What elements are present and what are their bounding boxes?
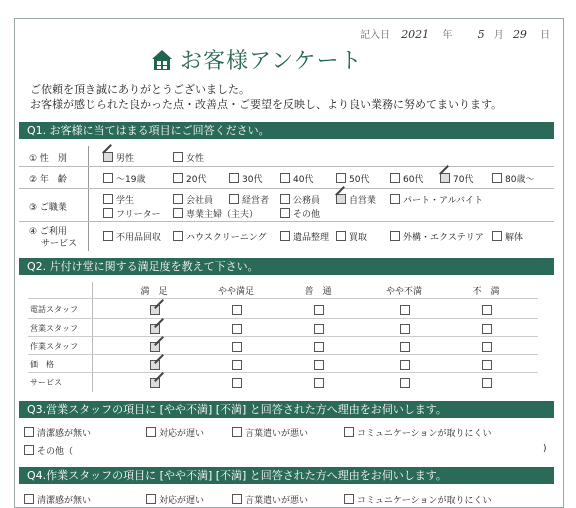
q2-checkbox[interactable]: [400, 305, 410, 315]
checkbox[interactable]: [492, 173, 502, 183]
option-student[interactable]: 学生: [103, 193, 134, 206]
option-age-30s[interactable]: 30代: [229, 172, 262, 185]
checkbox[interactable]: [492, 231, 502, 241]
checkbox[interactable]: [103, 231, 113, 241]
checkbox[interactable]: [280, 208, 290, 218]
checkbox[interactable]: [173, 152, 183, 162]
row-service: サービス: [30, 378, 62, 387]
col-somewhat-dissatisfied: やや不満: [385, 287, 422, 297]
checkbox[interactable]: [103, 208, 113, 218]
checkbox[interactable]: [336, 194, 346, 204]
checkbox[interactable]: [232, 494, 242, 504]
q2-checkbox[interactable]: [482, 342, 492, 352]
checkbox[interactable]: [24, 445, 34, 455]
option-male[interactable]: 男性: [103, 151, 134, 164]
service-label: ④ ご利用: [29, 227, 67, 237]
option-freeter[interactable]: フリーター: [103, 207, 161, 220]
date-day: 29: [512, 28, 527, 41]
service-label-sub: サービス: [41, 239, 78, 249]
checkbox[interactable]: [390, 173, 400, 183]
row-sales-staff: 営業スタッフ: [30, 324, 78, 333]
q2-checkbox[interactable]: [400, 324, 410, 334]
q4-option-slow[interactable]: 対応が遅い: [146, 493, 204, 506]
page-title: [150, 44, 363, 75]
q3-option-unclean[interactable]: 清潔感が無い: [24, 426, 91, 439]
q2-checkbox[interactable]: [482, 378, 492, 388]
option-civil-servant[interactable]: 公務員: [280, 193, 320, 206]
option-age-70s[interactable]: 70代: [440, 172, 473, 185]
option-executive[interactable]: 経営者: [229, 193, 269, 206]
q4-option-communication[interactable]: コミュニケーションが取りにくい: [344, 493, 491, 506]
col-neutral: 普 通: [304, 287, 332, 297]
q2-checkbox[interactable]: [232, 342, 242, 352]
checkbox[interactable]: [173, 173, 183, 183]
option-age-under19[interactable]: ～19歳: [103, 172, 145, 185]
year-unit: 年: [442, 30, 453, 41]
option-other-job[interactable]: その他: [280, 207, 320, 220]
option-age-40s[interactable]: 40代: [280, 172, 313, 185]
month-unit: 月: [493, 30, 504, 41]
q2-heading: Q2. 片付け堂に関する満足度を教えて下さい。: [19, 258, 554, 275]
q3-option-rude[interactable]: 言葉遣いが悪い: [232, 426, 308, 439]
col-somewhat-satisfied: やや満足: [217, 287, 254, 297]
q4-heading: Q4.作業スタッフの項目に [やや不満] [不満] と回答された方へ理由をお伺いします。: [19, 467, 554, 484]
checkbox[interactable]: [24, 427, 34, 437]
checkbox[interactable]: [336, 231, 346, 241]
option-junk-removal[interactable]: 不用品回収: [103, 230, 161, 243]
title-text: お客様アンケート: [180, 49, 363, 74]
checkbox[interactable]: [440, 173, 450, 183]
q2-checkbox[interactable]: [314, 324, 324, 334]
q2-checkbox[interactable]: [232, 305, 242, 315]
option-house-cleaning[interactable]: ハウスクリーニング: [173, 230, 267, 243]
col-dissatisfied: 不 満: [472, 287, 500, 297]
checkbox[interactable]: [173, 194, 183, 204]
q4-option-unclean[interactable]: 清潔感が無い: [24, 493, 91, 506]
house-icon: [150, 48, 174, 72]
q2-rule: [28, 298, 538, 299]
option-age-20s[interactable]: 20代: [173, 172, 206, 185]
q2-checkbox[interactable]: [314, 342, 324, 352]
checkbox[interactable]: [336, 173, 346, 183]
option-buyback[interactable]: 買取: [336, 230, 367, 243]
q2-checkbox[interactable]: [232, 360, 242, 370]
q2-rule: [28, 336, 538, 337]
checkbox[interactable]: [103, 194, 113, 204]
checkbox[interactable]: [146, 427, 156, 437]
intro-text: [30, 82, 502, 112]
q2-checkbox[interactable]: [400, 360, 410, 370]
q1-gender-row: [19, 146, 554, 167]
checkbox[interactable]: [103, 173, 113, 183]
checkbox[interactable]: [280, 173, 290, 183]
day-unit: 日: [540, 30, 551, 41]
q2-checkbox[interactable]: [314, 360, 324, 370]
checkbox[interactable]: [173, 231, 183, 241]
option-exterior[interactable]: 外構・エクステリア: [390, 230, 484, 243]
q2-checkbox[interactable]: [232, 324, 242, 334]
intro-line: お客様が感じられた良かった点・改善点・ご要望を反映し、より良い業務に努めてまいります。: [30, 98, 503, 111]
option-homemaker[interactable]: 専業主婦（主夫）: [173, 207, 258, 220]
checkbox[interactable]: [146, 494, 156, 504]
option-age-80plus[interactable]: 80歳～: [492, 172, 534, 185]
q3-option-other[interactable]: その他（: [24, 444, 73, 457]
q3-option-communication[interactable]: コミュニケーションが取りにくい: [344, 426, 491, 439]
checkbox[interactable]: [280, 231, 290, 241]
col-satisfied: 満 足: [140, 287, 168, 297]
q2-checkbox[interactable]: [482, 360, 492, 370]
option-demolition[interactable]: 解体: [492, 230, 523, 243]
checkbox[interactable]: [24, 494, 34, 504]
checkbox[interactable]: [344, 494, 354, 504]
gender-label: ① 性 別: [29, 154, 67, 164]
q2-checkbox[interactable]: [232, 378, 242, 388]
q2-checkbox[interactable]: [482, 324, 492, 334]
date-field: [360, 26, 550, 41]
option-age-60s[interactable]: 60代: [390, 172, 423, 185]
q3-heading: Q3.営業スタッフの項目に [やや不満] [不満] と回答された方へ理由をお伺いします。: [19, 401, 554, 418]
q2-rule: [28, 372, 538, 373]
job-label: ③ ご職業: [29, 203, 67, 213]
q2-checkbox[interactable]: [314, 305, 324, 315]
checkbox[interactable]: [229, 173, 239, 183]
q3-option-slow[interactable]: 対応が遅い: [146, 426, 204, 439]
row-phone-staff: 電話スタッフ: [30, 305, 78, 314]
q1-heading: Q1. お客様に当てはまる項目にご回答ください。: [19, 122, 554, 139]
row-price: 価 格: [30, 360, 54, 369]
q4-option-rude[interactable]: 言葉遣いが悪い: [232, 493, 308, 506]
q2-checkbox[interactable]: [400, 378, 410, 388]
q2-checkbox[interactable]: [400, 342, 410, 352]
checkbox[interactable]: [390, 231, 400, 241]
q2-checkbox[interactable]: [314, 378, 324, 388]
q2-checkbox[interactable]: [482, 305, 492, 315]
age-label: ② 年 齢: [29, 175, 67, 185]
row-work-staff: 作業スタッフ: [30, 342, 78, 351]
option-part-time[interactable]: パート・アルバイト: [390, 193, 483, 206]
checkbox[interactable]: [173, 208, 183, 218]
checkbox[interactable]: [390, 194, 400, 204]
date-label: 記入日: [360, 30, 390, 41]
date-year: 2021: [401, 28, 430, 41]
option-estate-clearing[interactable]: 遺品整理: [280, 230, 329, 243]
option-self-employed[interactable]: 自営業: [336, 193, 376, 206]
q2-rule: [28, 354, 538, 355]
option-age-50s[interactable]: 50代: [336, 172, 369, 185]
checkbox[interactable]: [232, 427, 242, 437]
q3-other-close: ): [543, 444, 547, 454]
option-employee[interactable]: 会社員: [173, 193, 213, 206]
date-month: 5: [477, 28, 485, 41]
intro-line: ご依頼を頂き誠にありがとうございました。: [30, 83, 250, 96]
checkbox[interactable]: [344, 427, 354, 437]
option-female[interactable]: 女性: [173, 151, 204, 164]
checkbox[interactable]: [229, 194, 239, 204]
q2-rule: [28, 318, 538, 319]
checkbox[interactable]: [103, 152, 113, 162]
checkbox[interactable]: [280, 194, 290, 204]
